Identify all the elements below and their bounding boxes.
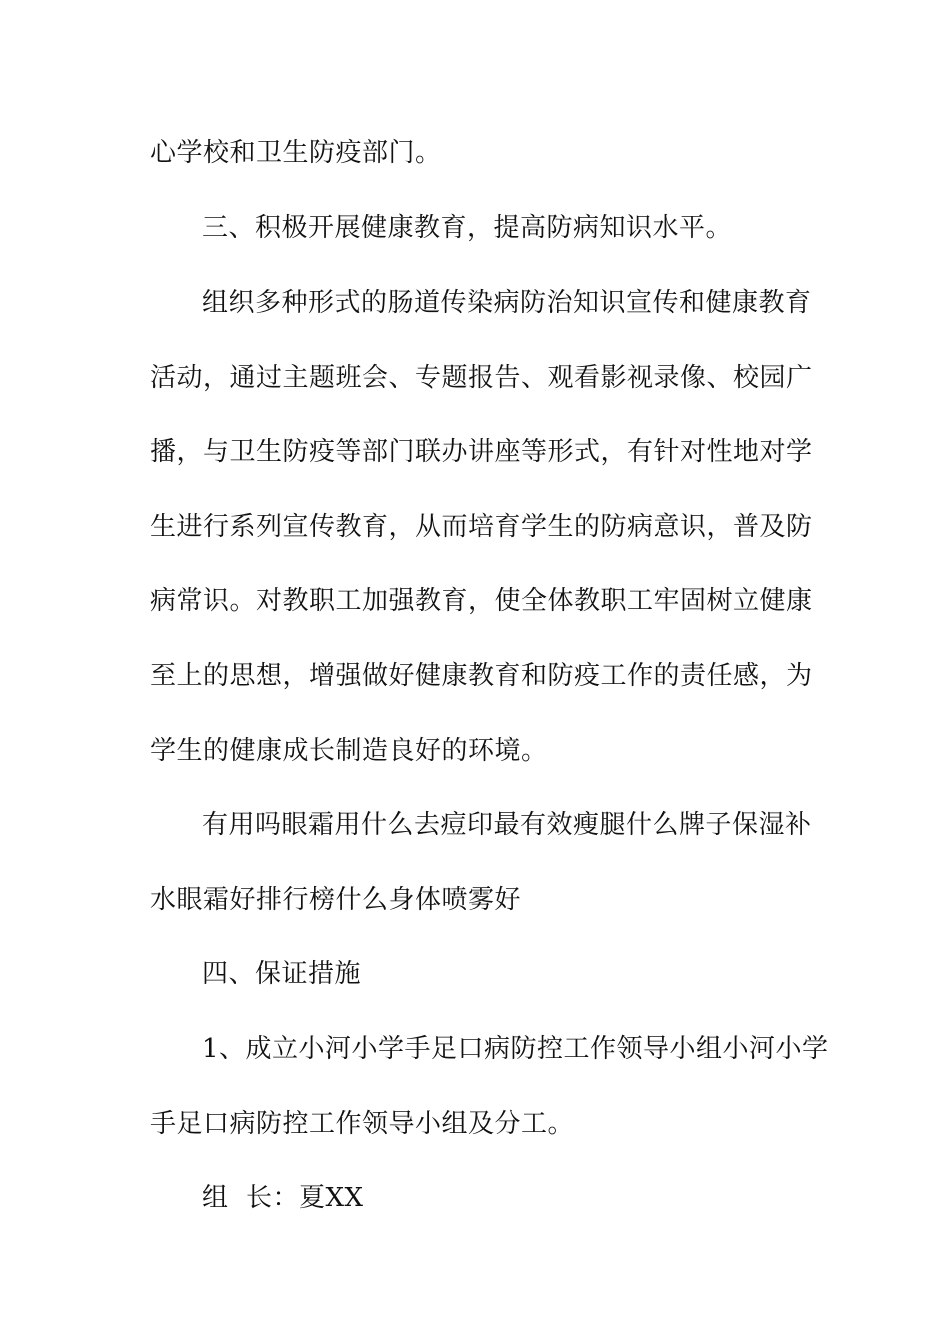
text-line: 心学校和卫生防疫部门。 [150,138,442,168]
leader-line: 组 长：夏XX [202,1183,364,1213]
paragraph-line: 活动，通过主题班会、专题报告、观看影视录像、校园广 [150,363,813,393]
paragraph-line: 病常识。对教职工加强教育，使全体教职工牢固树立健康 [150,586,813,616]
section-heading: 三、积极开展健康教育，提高防病知识水平。 [202,213,733,243]
paragraph-line: 学生的健康成长制造良好的环境。 [150,736,548,766]
paragraph-line: 水眼霜好排行榜什么身体喷雾好 [150,885,522,915]
paragraph-line: 手足口病防控工作领导小组及分工。 [150,1109,575,1139]
paragraph-line: 至上的思想，增强做好健康教育和防疫工作的责任感，为 [150,661,813,691]
paragraph-line: 有用吗眼霜用什么去痘印最有效瘦腿什么牌子保湿补 [202,810,812,840]
paragraph-line: 生进行系列宣传教育，从而培育学生的防病意识，普及防 [150,512,813,542]
paragraph-line: 组织多种形式的肠道传染病防治知识宣传和健康教育 [202,288,812,318]
section-heading: 四、保证措施 [202,959,362,989]
paragraph-line: 播，与卫生防疫等部门联办讲座等形式，有针对性地对学 [150,437,813,467]
paragraph-line: 1、成立小河小学手足口病防控工作领导小组小河小学 [202,1034,829,1064]
